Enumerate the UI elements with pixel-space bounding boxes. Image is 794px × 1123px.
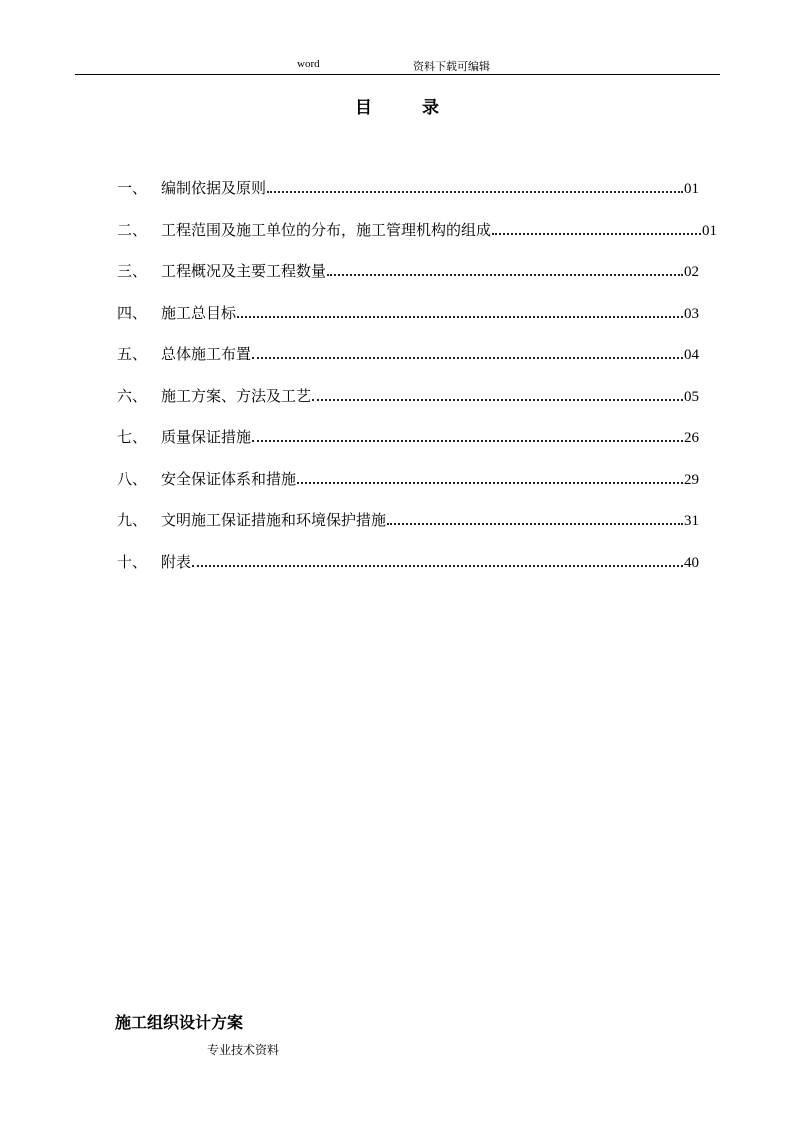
toc-entry[interactable] <box>117 259 717 301</box>
toc-leader-dots <box>252 426 683 442</box>
toc-title: 目 录 <box>355 98 461 118</box>
toc-entry-page: 03 <box>684 305 699 322</box>
toc-entry-title: 质量保证措施 <box>161 428 252 446</box>
toc-leader-dots <box>387 509 683 525</box>
toc-entry-title: 编制依据及原则 <box>161 179 267 197</box>
toc-leader-dots <box>252 343 683 359</box>
document-title: 施工组织设计方案 <box>115 1013 244 1032</box>
toc-entry-title: 工程范围及施工单位的分布，施工管理机构的组成 <box>161 220 492 239</box>
toc-entry-title: 总体施工布置 <box>161 345 252 363</box>
toc-leader-dots <box>192 551 683 567</box>
toc-entry-title: 附表 <box>161 552 192 571</box>
toc-leader-dots <box>312 385 683 401</box>
toc-entry-number: 五、 <box>117 345 148 363</box>
toc-entry-page: 04 <box>684 347 699 363</box>
header-right-text: 资料下载可编辑 <box>413 60 490 73</box>
table-of-contents <box>117 176 717 591</box>
toc-leader-dots <box>492 219 701 235</box>
toc-entry-page: 29 <box>684 471 699 488</box>
toc-entry-number: 八、 <box>117 469 148 488</box>
page-header <box>75 56 720 75</box>
toc-entry-number: 四、 <box>117 303 148 322</box>
toc-entry-number: 一、 <box>117 179 148 197</box>
toc-entry-number: 二、 <box>117 220 148 239</box>
toc-entry-page: 31 <box>684 513 699 529</box>
toc-entry-title: 工程概况及主要工程数量 <box>161 262 327 280</box>
toc-leader-dots <box>267 177 683 193</box>
toc-entry-title: 文明施工保证措施和环境保护措施 <box>161 511 387 529</box>
header-left-text: word <box>297 58 320 70</box>
document-subtitle: 专业技术资料 <box>207 1043 280 1057</box>
toc-entry-page: 01 <box>702 222 717 239</box>
toc-leader-dots <box>327 260 683 276</box>
toc-entry[interactable] <box>117 425 717 467</box>
toc-leader-dots <box>297 468 683 484</box>
toc-entry-page: 01 <box>684 181 699 197</box>
toc-entry[interactable] <box>117 508 717 550</box>
toc-entry[interactable] <box>117 550 717 592</box>
toc-entry[interactable] <box>117 218 717 260</box>
toc-entry-number: 十、 <box>117 552 148 571</box>
toc-entry[interactable] <box>117 176 717 218</box>
toc-entry-page: 40 <box>684 554 699 571</box>
toc-entry[interactable] <box>117 467 717 509</box>
toc-entry-title: 施工总目标 <box>161 303 237 322</box>
toc-entry[interactable] <box>117 301 717 343</box>
toc-entry[interactable] <box>117 342 717 384</box>
toc-entry[interactable] <box>117 384 717 426</box>
toc-entry-number: 三、 <box>117 262 148 280</box>
toc-entry-number: 九、 <box>117 511 148 529</box>
toc-entry-number: 六、 <box>117 386 148 405</box>
toc-entry-title: 安全保证体系和措施 <box>161 469 297 488</box>
toc-entry-title: 施工方案、方法及工艺 <box>161 386 312 405</box>
toc-entry-page: 26 <box>684 430 699 446</box>
toc-leader-dots <box>237 302 683 318</box>
toc-entry-page: 02 <box>684 264 699 280</box>
toc-entry-page: 05 <box>684 388 699 405</box>
toc-entry-number: 七、 <box>117 428 148 446</box>
